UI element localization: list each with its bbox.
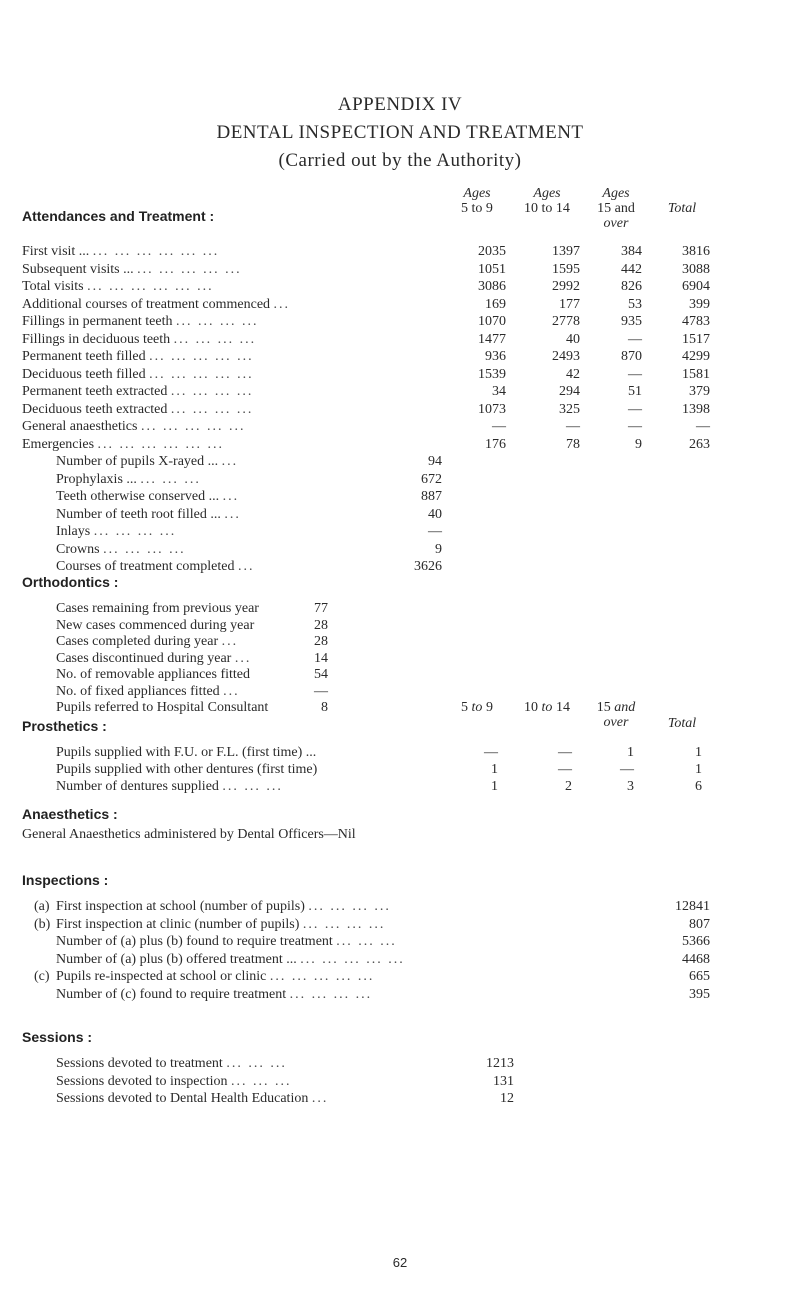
inspection-row-1-label-text: First inspection at clinic (number of pupils) [56,916,300,932]
inspection-row-2-label-leader-dots: ... ... ... [336,934,397,949]
attendance-row-2-label-leader-dots: ... ... ... ... ... ... [87,279,214,294]
attendance-row-4-label-leader-dots: ... ... ... ... [175,314,259,329]
ortho-row-1-label-text: New cases commenced during year [56,617,255,633]
attendance-row-7-label-leader-dots: ... ... ... ... ... [149,366,254,382]
attendance-extra-5-value: 9 [435,541,442,557]
col-header-ages-5-9: Ages 5 to 9 [461,186,493,216]
attendance-row-10-label-leader-dots: ... ... ... ... ... [140,419,246,434]
attendance-row-2-value-2: 826 [621,279,642,294]
ortho-row-3-label-leader-dots: ... [234,650,252,666]
attendance-row-10-value-2: — [628,419,642,434]
attendance-row-4-value-1: 2778 [552,314,580,329]
attendance-row-4-label [22,314,258,330]
inspection-row-0-label-text: First inspection at school (number of pupils) [56,899,305,914]
session-row-2-label-leader-dots: ... [311,1091,329,1106]
section-heading-orthodontics: Orthodontics : [22,574,119,590]
attendance-extra-2-label-leader-dots: ... [222,489,240,504]
attendance-row-0-value-2: 384 [621,244,642,259]
prosth-row-0-value-0: — [484,745,498,760]
inspection-row-5-label [34,987,372,1003]
attendance-row-4-value-0: 1070 [478,314,506,329]
col-header-total: Total [667,201,697,216]
attendance-row-1-value-2: 442 [621,261,642,277]
attendance-row-5-value-2: — [628,331,642,347]
section-heading-attendances: Attendances and Treatment : [22,208,215,224]
attendance-row-7-label [22,367,254,383]
attendance-row-8-value-0: 34 [492,384,506,399]
attendance-extra-6-label-text: Courses of treatment completed [56,559,235,574]
section-heading-inspections: Inspections : [22,872,109,888]
attendance-row-6-label-leader-dots: ... ... ... ... ... [149,349,254,364]
attendance-extra-2-label-text: Teeth otherwise conserved ... [56,489,220,504]
attendance-row-5-label-text: Fillings in deciduous teeth [22,331,171,347]
ortho-row-3-value: 14 [314,650,328,666]
inspection-row-1-value: 807 [689,916,710,932]
ortho-row-2-label-text: Cases completed during year [56,634,219,649]
session-row-0-label-text: Sessions devoted to treatment [56,1056,223,1071]
attendance-row-11-label-text: Emergencies [22,436,95,452]
ortho-row-0-value: 77 [314,601,328,616]
prosth-row-2-value-0: 1 [491,779,498,794]
attendance-row-11-label [22,437,224,453]
attendance-row-0-value-0: 2035 [478,244,506,259]
attendance-row-2-label-text: Total visits [22,279,84,294]
inspection-row-4-value: 665 [689,969,710,984]
attendance-extra-5-label-text: Crowns [56,541,100,557]
ortho-row-6-value: 8 [321,700,328,715]
session-row-0-label-leader-dots: ... ... ... [226,1056,287,1071]
attendance-extra-3-label [56,507,241,523]
attendance-row-7-label-text: Deciduous teeth filled [22,366,146,382]
attendance-row-2-value-0: 3086 [478,279,506,294]
attendance-row-1-label-text: Subsequent visits ... [22,261,134,277]
attendance-row-2-value-1: 2992 [552,279,580,294]
attendance-row-5-label-leader-dots: ... ... ... ... [173,331,257,347]
attendance-row-10-label [22,419,245,435]
ortho-row-6-label [56,700,268,716]
attendance-row-11-value-3: 263 [689,436,710,452]
attendance-extra-2-label [56,489,239,505]
attendance-extra-4-label-text: Inlays [56,524,91,539]
prosth-col-header-5-9: 5 to 9 [461,700,493,715]
attendance-row-6-label [22,349,254,365]
prosth-row-2-label-leader-dots: ... ... ... [222,779,283,794]
inspection-row-4-label [34,969,374,985]
attendance-row-4-label-text: Fillings in permanent teeth [22,314,173,329]
prosth-row-2-label [56,779,283,795]
prosth-row-1-value-2: — [620,762,634,777]
ortho-row-5-label [56,684,240,700]
page-title: DENTAL INSPECTION AND TREATMENT [216,122,584,143]
inspection-row-2-label [34,934,397,950]
prosth-row-1-value-3: 1 [695,762,702,777]
session-row-0-value: 1213 [486,1056,514,1071]
attendance-extra-0-value: 94 [428,454,442,469]
appendix-label: APPENDIX IV [337,94,463,115]
attendance-row-9-value-2: — [628,401,642,417]
ortho-row-6-label-text: Pupils referred to Hospital Consultant [56,700,269,715]
ortho-row-2-label-leader-dots: ... [221,634,239,649]
attendance-row-5-value-1: 40 [566,331,580,347]
attendance-extra-0-label [56,454,238,470]
attendance-row-6-label-text: Permanent teeth filled [22,349,146,364]
prosth-row-1-label-text: Pupils supplied with other dentures (first time) [56,762,318,777]
prosth-row-2-label-text: Number of dentures supplied [56,779,219,794]
attendance-row-9-label-leader-dots: ... ... ... ... [170,401,254,417]
attendance-row-7-value-1: 42 [566,366,580,382]
prosth-row-2-value-2: 3 [627,779,634,794]
prosth-row-2-value-3: 6 [695,779,702,794]
inspection-row-5-value: 395 [689,986,710,1002]
attendance-row-8-label-leader-dots: ... ... ... ... [170,384,254,399]
prosth-row-0-value-3: 1 [695,745,702,760]
attendance-row-1-value-1: 1595 [552,261,580,277]
section-heading-anaesthetics: Anaesthetics : [22,806,118,822]
session-row-2-label [56,1091,328,1107]
attendance-row-8-value-3: 379 [689,384,710,399]
attendance-row-3-value-2: 53 [628,296,642,312]
inspection-row-0-value: 12841 [675,899,710,914]
inspection-row-4-label-text: Pupils re-inspected at school or clinic [56,969,267,984]
attendance-row-5-label [22,332,256,348]
attendance-row-0-label [22,244,219,260]
attendance-row-0-value-3: 3816 [682,244,710,259]
attendance-row-10-value-0: — [492,419,506,434]
attendance-extra-1-label-leader-dots: ... ... ... [140,471,201,487]
attendance-row-11-value-0: 176 [485,436,506,452]
attendance-row-5-value-0: 1477 [478,331,506,347]
inspection-row-1-label [34,917,385,933]
ortho-row-2-label [56,634,238,650]
inspection-row-5-label-leader-dots: ... ... ... ... [289,986,373,1002]
inspection-row-0-label-leader-dots: ... ... ... ... [308,899,391,914]
attendance-row-9-value-0: 1073 [478,401,506,417]
attendance-row-6-value-2: 870 [621,349,642,364]
inspection-row-3-label [34,952,405,968]
attendance-row-3-label-text: Additional courses of treatment commenced [22,296,271,312]
ortho-row-1-value: 28 [314,617,328,633]
attendance-extra-3-label-leader-dots: ... [224,506,241,522]
page-number: 62 [392,1255,408,1270]
attendance-row-10-label-text: General anaesthetics [22,419,138,434]
inspection-row-0-label-prefix: (a) [34,899,50,914]
attendance-row-6-value-3: 4299 [682,349,710,364]
attendance-extra-4-value: — [428,524,442,539]
inspection-row-2-label-text: Number of (a) plus (b) found to require treatment [56,934,333,949]
attendance-row-3-label [22,297,290,313]
ortho-row-2-value: 28 [314,634,328,649]
attendance-row-7-value-0: 1539 [478,366,506,382]
attendance-row-0-label-text: First visit ... [22,244,90,259]
attendance-row-11-label-leader-dots: ... ... ... ... ... ... [97,436,225,452]
inspection-row-3-label-text: Number of (a) plus (b) offered treatment ... [56,951,297,967]
attendance-row-4-value-2: 935 [621,314,642,329]
ortho-row-3-label-text: Cases discontinued during year [56,650,232,666]
attendance-row-9-value-3: 1398 [682,401,710,417]
session-row-1-label [56,1074,292,1090]
attendance-row-7-value-2: — [628,366,642,382]
attendance-row-11-value-1: 78 [566,436,580,452]
prosth-row-1-value-1: — [558,762,572,777]
attendance-row-5-value-3: 1517 [682,331,710,347]
prosth-col-header-15-over: 15 and over [596,700,636,730]
attendance-row-9-label [22,402,253,418]
attendance-row-9-label-text: Deciduous teeth extracted [22,401,168,417]
attendance-extra-6-value: 3626 [414,559,442,574]
attendance-row-6-value-0: 936 [485,349,506,364]
attendance-row-2-label [22,279,214,295]
ortho-row-5-label-leader-dots: ... [223,683,240,699]
session-row-2-value: 12 [500,1091,514,1106]
attendance-row-10-value-1: — [566,419,580,434]
attendance-extra-3-label-text: Number of teeth root filled ... [56,506,221,522]
ortho-row-4-label-text: No. of removable appliances fitted [56,667,250,682]
inspection-row-4-label-prefix: (c) [34,969,50,984]
prosth-row-1-value-0: 1 [491,762,498,777]
attendance-extra-0-label-text: Number of pupils X-rayed ... [56,454,219,469]
prosth-row-0-label-text: Pupils supplied with F.U. or F.L. (first time) ... [56,745,317,760]
inspection-row-0-label [34,899,391,915]
attendance-extra-3-value: 40 [428,506,442,522]
attendance-extra-6-label [56,559,254,575]
attendance-row-8-value-2: 51 [628,384,642,399]
prosth-col-header-10-14: 10 to 14 [524,700,570,715]
attendance-extra-1-label [56,472,201,488]
page-subtitle: (Carried out by the Authority) [278,150,522,171]
attendance-extra-5-label-leader-dots: ... ... ... ... [103,541,186,557]
attendance-row-0-label-leader-dots: ... ... ... ... ... ... [92,244,220,259]
ortho-row-4-label [56,667,250,683]
attendance-extra-1-value: 672 [421,471,442,487]
attendance-row-8-label-text: Permanent teeth extracted [22,384,168,399]
attendance-row-1-label [22,262,242,278]
ortho-row-0-label [56,601,259,617]
attendance-row-11-value-2: 9 [635,436,642,452]
attendance-row-10-value-3: — [696,419,710,434]
attendance-row-1-value-3: 3088 [682,261,710,277]
section-heading-sessions: Sessions : [22,1029,93,1045]
ortho-row-3-label [56,651,251,667]
attendance-extra-1-label-text: Prophylaxis ... [56,471,137,487]
inspection-row-3-label-leader-dots: ... ... ... ... ... [300,951,405,967]
attendance-extra-5-label [56,542,186,558]
attendance-row-8-label [22,384,253,400]
prosth-row-2-value-1: 2 [565,779,572,794]
inspection-row-3-value: 4468 [682,951,710,967]
section-heading-prosthetics: Prosthetics : [22,718,107,734]
attendance-row-3-label-leader-dots: ... [273,296,291,312]
ortho-row-0-label-text: Cases remaining from previous year [56,601,259,616]
attendance-row-8-value-1: 294 [559,384,580,399]
ortho-row-5-label-text: No. of fixed appliances fitted [56,683,220,699]
session-row-1-label-leader-dots: ... ... ... [231,1073,292,1089]
prosth-row-1-label [56,762,317,778]
attendance-row-6-value-1: 2493 [552,349,580,364]
session-row-2-label-text: Sessions devoted to Dental Health Education [56,1091,309,1106]
prosth-row-0-value-2: 1 [627,745,634,760]
ortho-row-1-label [56,618,254,634]
inspection-row-4-label-leader-dots: ... ... ... ... ... [269,969,375,984]
attendance-row-7-value-3: 1581 [682,366,710,382]
attendance-extra-4-label-leader-dots: ... ... ... ... [93,524,177,539]
attendance-row-3-value-1: 177 [559,296,580,312]
prosth-row-0-value-1: — [558,745,572,760]
attendance-row-3-value-0: 169 [485,296,506,312]
attendance-row-4-value-3: 4783 [682,314,710,329]
col-header-ages-10-14: Ages 10 to 14 [524,186,570,216]
ortho-row-5-value: — [314,683,328,699]
attendance-extra-6-label-leader-dots: ... [237,559,255,574]
attendance-extra-2-value: 887 [421,489,442,504]
attendance-extra-0-label-leader-dots: ... [221,454,239,469]
inspection-row-1-label-leader-dots: ... ... ... ... [302,916,386,932]
session-row-1-label-text: Sessions devoted to inspection [56,1073,228,1089]
attendance-extra-4-label [56,524,176,540]
attendance-row-3-value-3: 399 [689,296,710,312]
attendance-row-9-value-1: 325 [559,401,580,417]
ortho-row-4-value: 54 [314,667,328,682]
session-row-0-label [56,1056,287,1072]
attendance-row-1-label-leader-dots: ... ... ... ... ... [137,261,242,277]
attendance-row-2-value-3: 6904 [682,279,710,294]
prosth-row-0-label [56,745,316,761]
anaesthetics-text: General Anaesthetics administered by Dental Officers—Nil [22,827,356,842]
attendance-row-0-value-1: 1397 [552,244,580,259]
attendance-row-1-value-0: 1051 [478,261,506,277]
session-row-1-value: 131 [493,1073,514,1089]
inspection-row-1-label-prefix: (b) [34,916,51,932]
inspection-row-2-value: 5366 [682,934,710,949]
col-header-ages-15-over: Ages 15 and over [597,186,635,231]
prosth-col-header-total: Total [667,716,697,731]
inspection-row-5-label-text: Number of (c) found to require treatment [56,986,287,1002]
